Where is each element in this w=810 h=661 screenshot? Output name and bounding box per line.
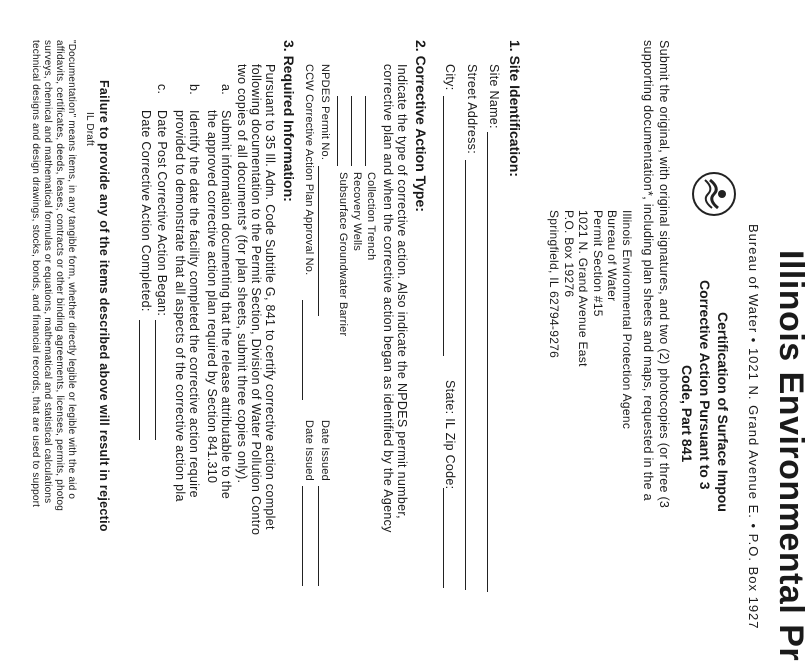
definition-line-4: technical designs and design drawings, stocks, bonds, and financial records, that are used to support: [30, 40, 41, 508]
item-a-line-1: Submit information documenting that the release attributable to the: [219, 110, 233, 500]
action-completed-field[interactable]: [139, 320, 140, 440]
recovery-wells-check[interactable]: [351, 96, 352, 166]
post-action-began-label: Date Post Corrective Action Began:: [155, 110, 169, 317]
address-line: Permit Section #15: [591, 210, 605, 317]
section-3-para-1: Pursuant to 35 Ill. Adm. Code Subtitle G, 841 to certify corrective action complet: [263, 64, 277, 530]
address-line: P.O. Box 19276: [562, 210, 576, 298]
intro-line-2: supporting documentation*, including plan sheets and maps, requested in the a: [641, 40, 655, 501]
address-line: Bureau of Water: [605, 210, 620, 302]
option-groundwater-barrier: Subsurface Groundwater Barrier: [337, 172, 349, 337]
cert-title-1: Certification of Surface Impou: [715, 312, 731, 512]
address-line: Springfield, IL 62794-9276: [547, 210, 562, 359]
street-address-label: Street Address:: [465, 64, 479, 154]
bureau-address-line: Bureau of Water • 1021 N. Grand Avenue E. • P.O. Box 1927: [746, 224, 761, 630]
item-a-label: a.: [219, 84, 233, 96]
draft-label: IL Draft: [84, 112, 95, 147]
option-collection-trench: Collection Trench: [365, 172, 377, 261]
npdes-permit-field[interactable]: [318, 166, 319, 316]
city-field[interactable]: [443, 96, 444, 356]
item-a-line-2: the approved corrective action plan required by Section 841.310: [205, 110, 219, 484]
date-issued-2-field[interactable]: [302, 486, 303, 586]
section-1-heading: 1. Site Identification:: [507, 40, 523, 177]
agency-title: Illinois Environmental Pr: [772, 250, 810, 661]
item-b-line-2: provided to demonstrate that all aspects of the corrective action pla: [173, 110, 187, 502]
definition-line-3: surveys, chemical and mathematical formulas or equations, mathematical and statistical calculations: [42, 40, 53, 504]
intro-line-1: Submit the original, with original signatures, and two (2) photocopies (or three (3: [657, 40, 671, 509]
section-2-desc-2: corrective plan and when the corrective action began as identified by the Agency: [381, 64, 395, 533]
date-issued-label: Date Issued: [319, 420, 331, 481]
city-label: City:: [443, 64, 457, 91]
section-3-heading: 3. Required Information:: [281, 40, 297, 202]
groundwater-barrier-check[interactable]: [337, 96, 338, 166]
site-name-field[interactable]: [487, 132, 488, 592]
ccw-approval-field[interactable]: [302, 300, 303, 400]
definition-line-1: "Documentation" means items, in any tangible form, whether directly legible or legible with the aid o: [66, 40, 77, 500]
section-2-desc-1: Indicate the type of corrective action. Also indicate the NPDES permit number,: [395, 64, 409, 519]
section-3-para-3: two copies of all documents* (for plan sheets, submit three copies only).: [235, 64, 249, 484]
date-issued-field[interactable]: [318, 486, 319, 586]
npdes-permit-label: NPDES Permit No.: [319, 64, 331, 161]
item-c-label: c.: [155, 84, 169, 95]
agency-seal-icon: [690, 170, 738, 218]
item-b-line-1: Identify the date the facility completed the corrective action require: [187, 110, 201, 498]
agency-address: [547, 210, 634, 429]
address-line: Illinois Environmental Protection Agenc: [620, 210, 634, 430]
cert-title-2: Corrective Action Pursuant to 3: [697, 280, 713, 490]
section-3-para-2: following documentation to the Permit Section, Division of Water Pollution Contro: [249, 64, 263, 536]
state-zip-label: State: IL Zip Code:: [443, 380, 457, 490]
section-2-heading: 2. Corrective Action Type:: [413, 40, 429, 212]
option-recovery-wells: Recovery Wells: [351, 172, 363, 252]
ccw-approval-label: CCW Corrective Action Plan Approval No.: [303, 64, 315, 276]
failure-warning: Failure to provide any of the items described above will result in rejectio: [97, 80, 111, 532]
zip-field[interactable]: [443, 488, 444, 588]
definition-line-2: affidavits, certificates, deeds, leases, contracts or other binding agreements, licenses, permits, photog: [54, 40, 65, 512]
street-address-field[interactable]: [465, 160, 466, 590]
action-completed-label: Date Corrective Action Completed:: [139, 110, 153, 312]
post-action-began-field[interactable]: [155, 320, 156, 440]
cert-title-3: Code, Part 841: [679, 365, 695, 463]
item-b-label: b.: [187, 84, 201, 96]
address-line: 1021 N. Grand Avenue East: [576, 210, 591, 367]
collection-trench-check[interactable]: [365, 96, 366, 166]
site-name-label: Site Name:: [487, 64, 501, 129]
date-issued-2-label: Date Issued: [303, 420, 315, 481]
